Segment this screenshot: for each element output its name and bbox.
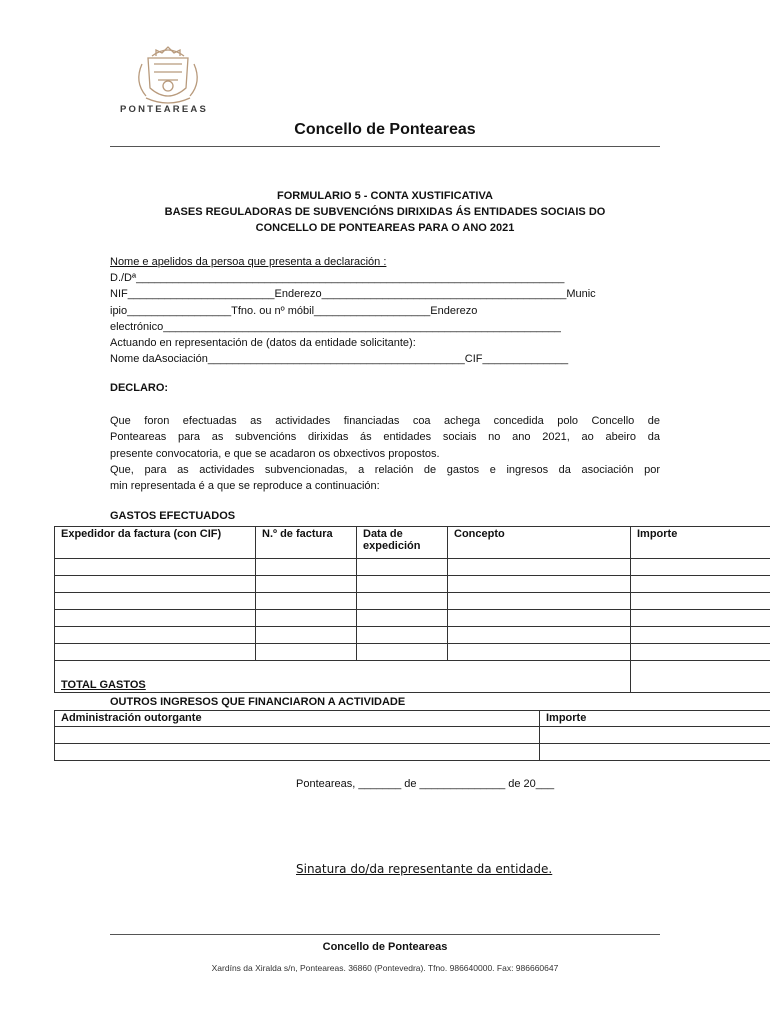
header-rule bbox=[110, 146, 660, 147]
total-gastos-label: TOTAL GASTOS bbox=[61, 679, 146, 691]
table-row[interactable] bbox=[55, 576, 770, 593]
paragraph-line: Ponteareas para as subvencións dirixidas ás entidades sociais no ano 2021, ao abeiro da bbox=[110, 431, 660, 444]
signature-label: Sinatura do/da representante da entidade. bbox=[296, 862, 553, 876]
paragraph-line: Que foron efectuadas as actividades financiadas coa achega concedida polo Concello de bbox=[110, 415, 660, 427]
nif-address-field-line[interactable]: NIF________________________Enderezo________________________________________Munic bbox=[110, 288, 596, 301]
column-header: Concepto bbox=[448, 527, 631, 559]
table-row[interactable] bbox=[55, 559, 770, 576]
place-date-line[interactable]: Ponteareas, _______ de ______________ de 20___ bbox=[296, 778, 555, 790]
total-label-cell bbox=[55, 661, 631, 693]
gastos-table bbox=[54, 526, 770, 693]
column-header: Importe bbox=[540, 711, 770, 727]
table-row[interactable] bbox=[55, 627, 770, 644]
footer-address: Xardíns da Xiralda s/n, Ponteareas. 36860 (Pontevedra). Tfno. 986640000. Fax: 986660647 bbox=[211, 963, 559, 973]
paragraph-line: min representada é a que se reproduce a continuación: bbox=[110, 480, 380, 493]
ingresos-section-title: OUTROS INGRESOS QUE FINANCIARON A ACTIVIDADE bbox=[110, 696, 406, 708]
table-row[interactable] bbox=[55, 727, 770, 744]
table-header-row bbox=[55, 711, 770, 727]
name-field-line[interactable]: D./Dª______________________________________________________________________ bbox=[110, 272, 565, 285]
ingresos-table bbox=[54, 710, 770, 761]
form-title bbox=[110, 188, 660, 236]
total-row bbox=[55, 661, 770, 693]
applicant-fields bbox=[110, 254, 662, 367]
logo-wordmark: PONTEAREAS bbox=[120, 104, 208, 115]
form-title-line: FORMULARIO 5 - CONTA XUSTIFICATIVA bbox=[277, 190, 493, 202]
municipality-phone-field-line[interactable]: ipio_________________Tfno. ou nº móbil___________________Enderezo bbox=[110, 304, 478, 317]
form-title-line: BASES REGULADORAS DE SUBVENCIÓNS DIRIXIDAS ÁS ENTIDADES SOCIAIS DO bbox=[164, 206, 606, 218]
table-header-row bbox=[55, 527, 770, 559]
association-cif-field-line[interactable]: Nome daAsociación__________________________________________CIF______________ bbox=[110, 353, 569, 366]
email-field-line[interactable]: electrónico_________________________________________________________________ bbox=[110, 320, 561, 333]
paragraph-line: Que, para as actividades subvencionadas, a relación de gastos e ingresos da asociación por bbox=[110, 463, 660, 476]
table-row[interactable] bbox=[55, 610, 770, 627]
column-header: Importe bbox=[631, 527, 770, 559]
column-header: Data de expedición bbox=[357, 527, 448, 559]
column-header: N.º de factura bbox=[256, 527, 357, 559]
table-row[interactable] bbox=[55, 744, 770, 761]
declaration-paragraph bbox=[110, 413, 660, 494]
footer-title: Concello de Ponteareas bbox=[322, 941, 448, 953]
form-title-line: CONCELLO DE PONTEAREAS PARA O ANO 2021 bbox=[255, 222, 515, 234]
declaro-heading: DECLARO: bbox=[110, 382, 169, 394]
representation-label: Actuando en representación de (datos da entidade solicitante): bbox=[110, 336, 416, 349]
fields-heading: Nome e apelidos da persoa que presenta a declaración : bbox=[110, 256, 387, 268]
column-header: Administración outorgante bbox=[55, 711, 540, 727]
footer-rule bbox=[110, 934, 660, 935]
paragraph-line: presente convocatoria, e que se acadaron os obxectivos propostos. bbox=[110, 447, 440, 460]
table-row[interactable] bbox=[55, 593, 770, 610]
gastos-section-title: GASTOS EFECTUADOS bbox=[110, 510, 236, 522]
column-header: Expedidor da factura (con CIF) bbox=[55, 527, 256, 559]
table-row[interactable] bbox=[55, 644, 770, 661]
total-amount-cell[interactable] bbox=[631, 661, 770, 693]
header-title: Concello de Ponteareas bbox=[294, 121, 476, 138]
